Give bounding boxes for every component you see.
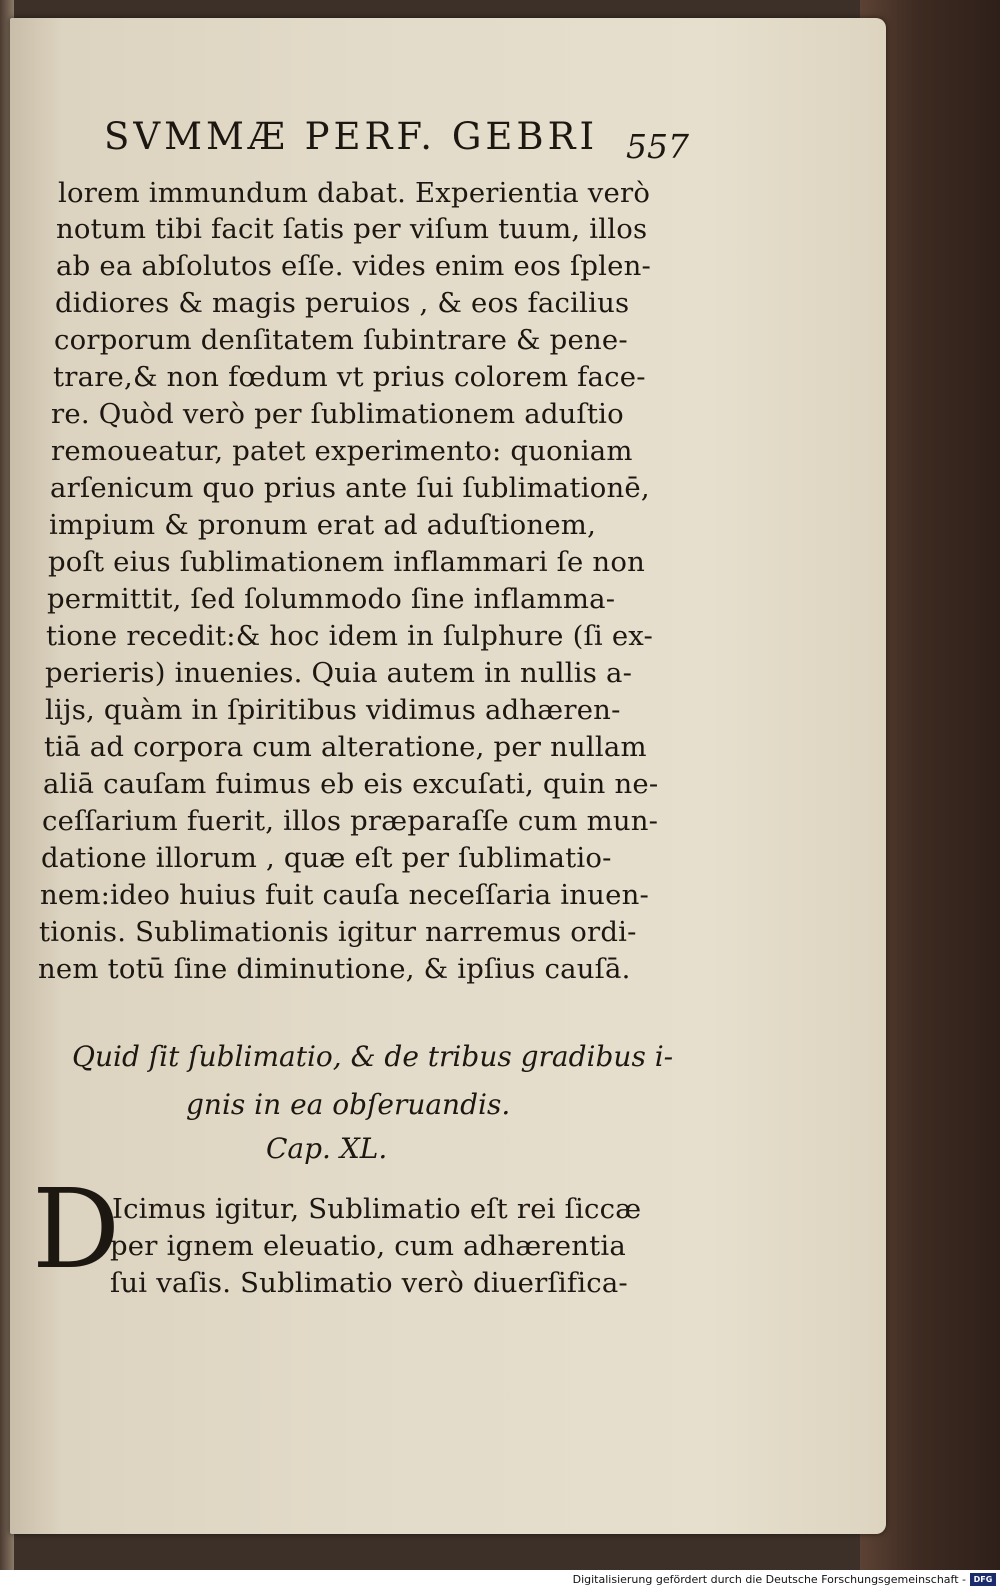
body-line: notum tibi facit ſatis per viſum tuum, illos: [56, 213, 648, 245]
footer-credit: Digitalisierung gefördert durch die Deutsche Forschungsgemeinschaft -: [572, 1573, 966, 1586]
body-line: per ignem eleuatio, cum adhærentia: [110, 1230, 626, 1262]
body-line: corporum denſitatem ſubintrare & pene-: [54, 324, 628, 356]
drop-cap: D: [32, 1165, 121, 1293]
body-line: tiā ad corpora cum alteratione, per nullam: [44, 731, 647, 763]
footer-bar: [0, 1570, 1000, 1590]
chapter-heading-line: Quid ſit ſublimatio, & de tribus gradibus i-: [72, 1040, 674, 1073]
body-line: trare,& non fœdum vt prius colorem face-: [53, 361, 646, 393]
body-line: re. Quòd verò per ſublimationem aduſtio: [51, 398, 624, 430]
page-number: 557: [626, 127, 689, 166]
body-line: impium & pronum erat ad aduſtionem,: [49, 509, 597, 541]
body-line: nem totū ſine diminutione, & ipſius cauſā.: [38, 953, 631, 985]
body-line: poſt eius ſublimationem inflammari ſe non: [48, 546, 646, 578]
body-line: ceſſarium fuerit, illos præparaſſe cum mun-: [42, 805, 659, 837]
body-line: tione recedit:& hoc idem in ſulphure (ſi ex-: [46, 620, 654, 652]
body-line: perieris) inuenies. Quia autem in nullis a-: [45, 657, 633, 689]
body-line: ab ea abſolutos eſſe. vides enim eos ſplen-: [56, 250, 652, 282]
body-line: didiores & magis peruios , & eos facilius: [55, 287, 630, 319]
body-line: Icimus igitur, Sublimatio eſt rei ſiccæ: [112, 1193, 642, 1225]
body-line: remoueatur, patet experimento: quoniam: [51, 435, 633, 467]
body-line: ſui vaſis. Sublimatio verò diuerſifica-: [110, 1267, 628, 1299]
body-line: lorem immundum dabat. Experientia verò: [58, 177, 651, 209]
body-line: tionis. Sublimationis igitur narremus ordi-: [39, 916, 637, 948]
body-line: aliā cauſam fuimus eb eis excuſati, quin ne-: [43, 768, 659, 800]
chapter-number: Cap. XL.: [266, 1132, 388, 1165]
running-head: SVMMÆ PERF. GEBRI: [104, 115, 599, 158]
dfg-logo: DFG: [970, 1573, 996, 1586]
body-line: nem:ideo huius fuit cauſa neceſſaria inuen-: [40, 879, 649, 911]
body-line: arſenicum quo prius ante ſui ſublimationē,: [50, 472, 650, 504]
body-line: datione illorum , quæ eſt per ſublimatio-: [41, 842, 612, 874]
body-line: permittit, ſed ſolummodo ſine inflamma-: [47, 583, 616, 615]
body-line: lijs, quàm in ſpiritibus vidimus adhæren-: [45, 694, 621, 726]
chapter-heading-line: gnis in ea obſeruandis.: [186, 1088, 511, 1121]
